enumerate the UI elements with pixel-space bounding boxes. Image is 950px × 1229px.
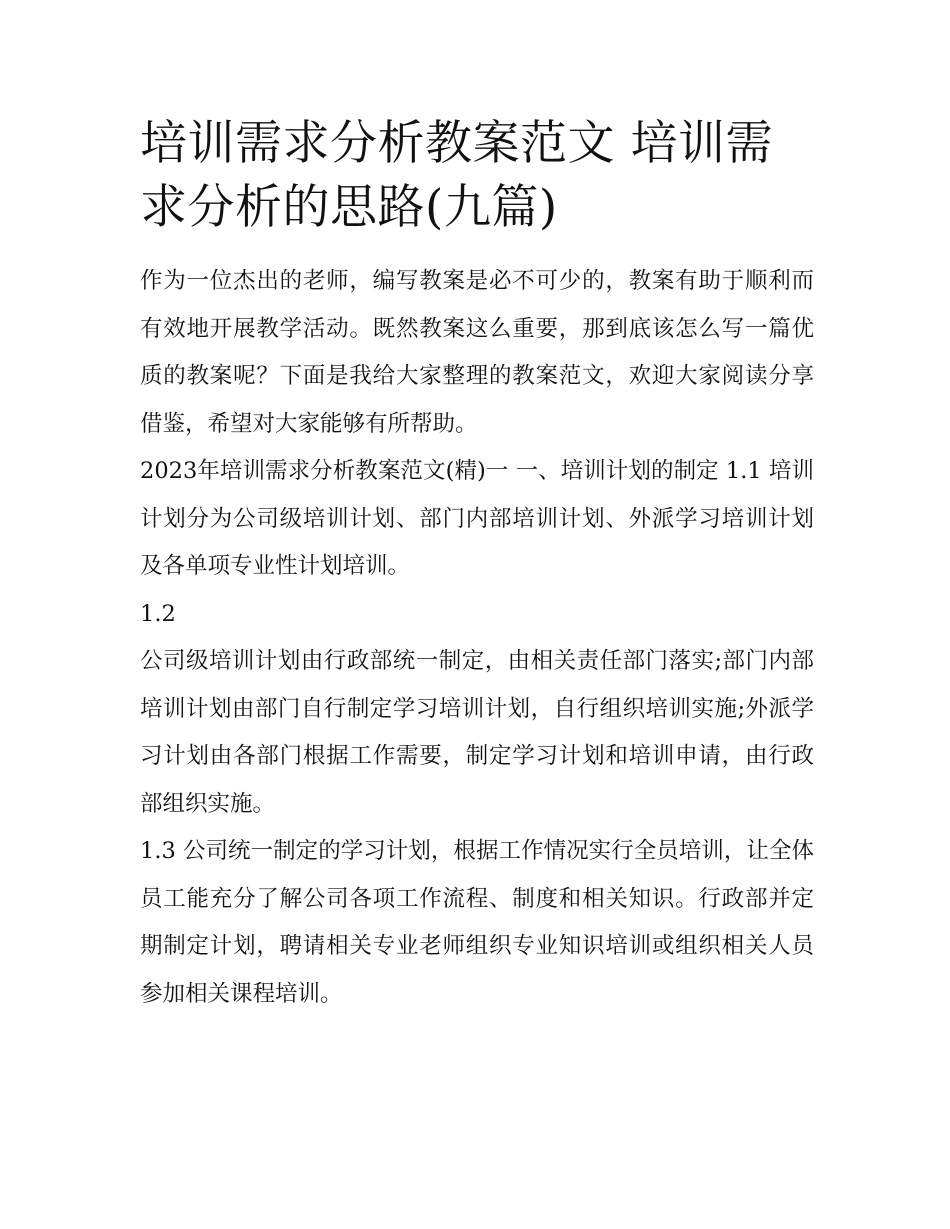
section-1-2-paragraph: 公司级培训计划由行政部统一制定，由相关责任部门落实;部门内部培训计划由部门自行制定学习培训计划，自行组织培训实施;外派学习计划由各部门根据工作需要，制定学习计划和培训申请，由行政部组织实施。 [140,648,814,817]
document-title: 培训需求分析教案范文 培训需求分析的思路(九篇) [140,116,773,235]
section-1-1-paragraph: 2023年培训需求分析教案范文(精)一 一、培训计划的制定 1.1 培训计划分为公司级培训计划、部门内部培训计划、外派学习培训计划及各单项专业性计划培训。 [140,458,814,579]
section-1-2-heading: 1.2 [140,600,176,627]
section-1-3-paragraph: 1.3 公司统一制定的学习计划，根据工作情况实行全员培训，让全体员工能充分了解公司各项工作流程、制度和相关知识。行政部并定期制定计划，聘请相关专业老师组织专业知识培训或组织相关人员参加相关课程培训。 [140,838,814,1007]
intro-paragraph: 作为一位杰出的老师，编写教案是必不可少的，教案有助于顺利而有效地开展教学活动。既然教案这么重要，那到底该怎么写一篇优质的教案呢？下面是我给大家整理的教案范文，欢迎大家阅读分享借鉴，希望对大家能够有所帮助。 [140,268,814,437]
